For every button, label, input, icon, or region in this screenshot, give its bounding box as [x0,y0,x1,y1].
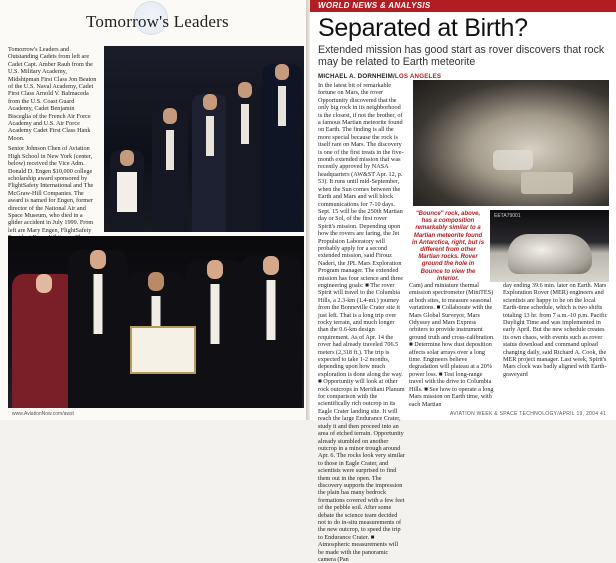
scholarship-photo [8,236,304,408]
page-footer: AVIATION WEEK & SPACE TECHNOLOGY/APRIL 19, 2004 41 [450,411,607,417]
rock-highlight [493,150,533,170]
page-title: Tomorrow's Leaders [86,12,229,31]
award-plaque [130,326,196,374]
cadet-figure [262,64,302,232]
section-kicker: WORLD NEWS & ANALYSIS [318,1,431,10]
page-footer: www.AviationNow.com/awst [12,411,74,417]
ground-hole [521,172,573,194]
meteorite-sample [508,234,592,274]
article-column-1 [318,82,405,563]
meteorite-photo [490,210,609,282]
person-figure [68,250,128,408]
photo-caption: "Bounce" rock, above, has a composition remarkably similar to a Martian meteorite found in Antarctica, right, but is different from other Martian rocks. Rover ground the hole in Bounce to view the interior. [411,211,485,282]
person-figure [240,256,302,408]
byline-location: LOS ANGELES [394,73,442,80]
column-text: In the latest bit of remarkable fortune on Mars, the rover Opportunity discovered that the only big rock in its neighborhood is the closest, if not the brother, of a famous Martian meteorite found on Earth. The finding is all the more special because the rock is itself rare on Mars. The discovery is one of the first treats in the five-month extended mission that was recently approved by NASA headquarters (AW&ST Apr. 12, p. 53). It runs until mid-September, when the Sun comes between the Earth and Mars and will block communications for 7-10 days. Sept. 15 will be the 250th Martian day or Sol, of the first rover Spirit's mission. Depending upon how the rovers are faring, the Jet Propulsion Laboratory will probably apply for a second extended mission, said Firouz Naderi, the JPL Mars Exploration Program manager. The extended mission has four science and three engineering goals: ■ The rover Spirit will travel to the Columbia Hills, a 2.3-km (1.4-mi.) journey from the Bonneville Crater site it just left. That is a long trip over rocky terrain, and much longer than the 0.6-km design requirement. As of Apr. 14 the rover had already traveled 706.5 meters (2,318 ft.). The trip is expected to take 1-2 months, depending upon how much exploration is done along the way. ■ Opportunity will look at other rock outcrops in Meridiani Planum for comparison with the scientifically rich outcrop in its Eagle Crater landing site. It will reach the large Endurance Crater, study it and then proceed into an area of etched terrain. Opportunity already stumbled on another outcrop in a minor trough around Apr. 6. The rocks look very similar to those in Eagle Crater, and scientists were surprised to find them out in the open. The discovery supports the impression the plain has many bedrock formations covered with a few feet of the pebble soil. After some debate the science team decided not to do in-situ measurements of the new outcrop, to speed the trip to Endurance Crater. ■ Atmospheric measurements will be made with the panoramic camera (Pan [318,82,405,563]
cadets-paragraph: Tomorrow's Leaders and Outstanding Cadets from left are Cadet Capt. Amber Rauh from the U.S. Military Academy, Midshipman First Class Jon Beaton of the U.S. Naval Academy, Cadet First Class Arnold V. Balmaceda from the U.S. Coast Guard Academy, Cadet Benjamin Bisceglia of the French Air Force Academy and U.S. Air Force Academy Cadet First Class Hank Moon. [8,46,97,142]
column-text: day ending 39.6 min. later on Earth. Mars Exploration Rover (MER) engineers and scientists are happy to be on the local Earth-time schedule, which is two shifts totaling 13 hr. from 7 a.m.-10 p.m. Pacific Daylight Time and was implemented in early April. But the new schedule creates its own chaos, with events such as rover status download and command upload changing daily, said Richard A. Cook, the MER project manager. Last week, Spirit's Mars clock was badly aligned with Earth-graveyard [503,282,608,378]
person-figure [12,274,76,408]
cadet-figure [110,150,144,232]
right-page [310,0,616,563]
cadets-photo [104,46,304,232]
section-banner [310,0,616,12]
byline-name: MICHAEL A. DORNHEIM/ [318,73,395,80]
article-column-3 [503,282,609,410]
byline [318,73,441,80]
meteorite-label: EETA79001 [494,213,521,219]
article-headline: Separated at Birth? [318,14,528,42]
article-column-2 [409,282,495,410]
cadet-figure [226,82,264,232]
scholarship-paragraph: Senior Johnson Chen of Aviation High School in New York (center, below) received the Vice Adm. Donald D. Engen $10,000 college scholarship award sponsored by FlightSafety International and The McGraw-Hill Companies. The award is named for Engen, former director of the National Air and Space Museum, who died in a glider accident in July 1999. From left are Mary Engen, FlightSafety [8,145,94,234]
left-page [0,0,306,420]
bounce-rock-photo [413,80,609,206]
cadet-figure [192,94,228,232]
column-text: Cam) and miniature thermal emission spectrometer (MiniTES) at both sites, to measure seasonal variations. ■ Collaborate with the Mars Global Surveyor, Mars Odyssey and Mars Express orbiters to provide instrument ground truth and cross-calibration. ■ Determine how dust deposition affects solar arrays over a long time. Engineers believe degradation will plateau at a 20% power loss. ■ Test long-range travel with the drive to Columbia Hills. ■ See how to operate a long Mars mission on Earth time, with each Martian [409,282,495,408]
cadet-figure [152,108,188,232]
article-deck: Extended mission has good start as rover discovers that rock may be related to Earth meteorite [318,44,605,68]
